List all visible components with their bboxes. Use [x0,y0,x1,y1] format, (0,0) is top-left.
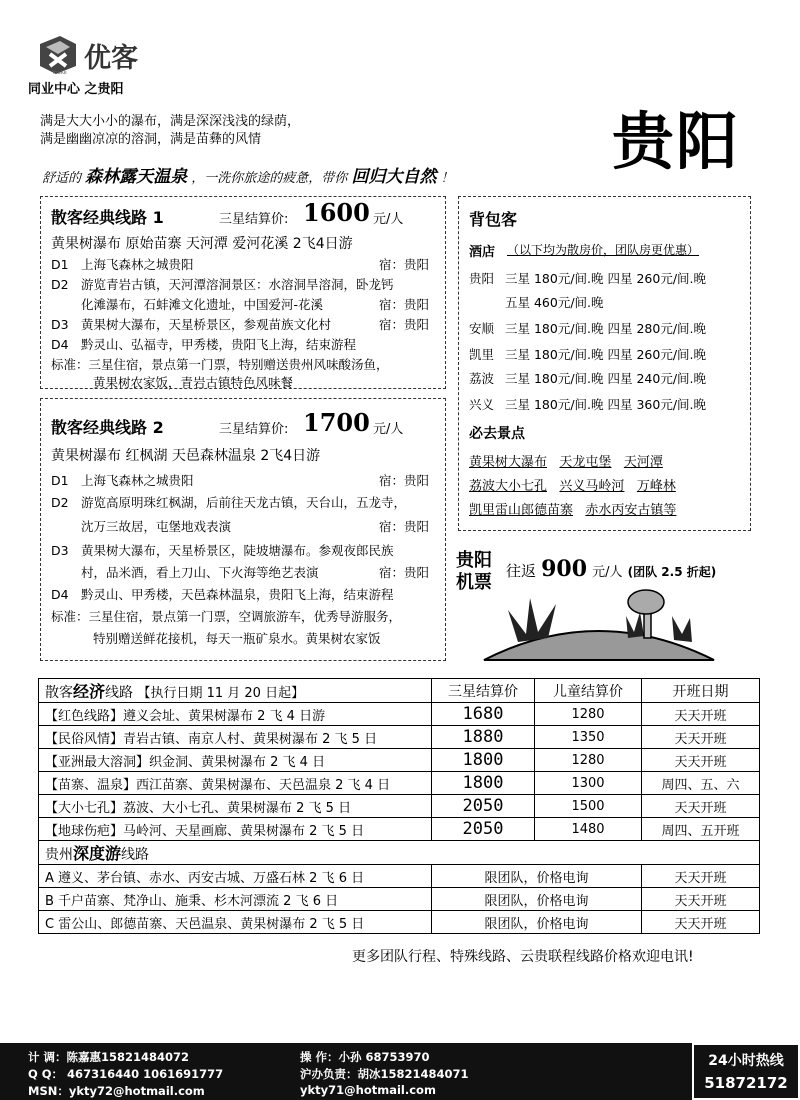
intro-line-1: 满是大大小小的瀑布，满是深深浅浅的绿荫， [40,114,301,129]
run-dates: 天天开班 [642,703,760,726]
sights-row [469,499,676,518]
route-name: 【大小七孔】荔波、大小七孔、黄果树瀑布 2 飞 5 日 [39,795,432,818]
day-label: D3 [51,543,69,558]
hotline-number: 51872172 [704,1074,788,1092]
route-name: 【红色线路】遵义会址、黄果树瀑布 2 飞 4 日游 [39,703,432,726]
col-dates-header: 开班日期 [642,679,760,703]
route2-title: 散客经典线路 2 [51,418,164,437]
airfare-price-line [506,556,716,582]
day-label: D2 [51,495,69,510]
run-dates: 天天开班 [642,795,760,818]
hotline-label: 24小时热线 [708,1053,784,1069]
hotel-prices: 三星 180元/间.晚 四星 240元/间.晚 [505,371,707,386]
run-dates: 天天开班 [642,726,760,749]
route2-standard-2: 特别赠送鲜花接机，每天一瓶矿泉水。黄果树农家饭 [93,631,381,646]
airfare-unit: 元/人 [592,565,623,580]
child-price: 1350 [535,726,642,749]
sight-item: 黄果树大瀑布 [469,455,548,470]
hotel-note: （以下均为散房价，团队房更优惠） [507,243,700,257]
adult-price: 1680 [432,703,535,726]
intro-line-2: 满是幽幽凉凉的溶洞，满是苗彝的风情 [40,132,262,147]
route1-day [51,255,437,273]
footer-msn: MSN：ykty72@hotmail.com [28,1084,205,1098]
adult-price: 1800 [432,749,535,772]
logo-text: 优客 [84,43,138,74]
backpacker-box [458,196,751,531]
route2-day [51,493,437,511]
route-name: B 千户苗寨、梵净山、施秉、杉木河漂流 2 飞 6 日 [39,888,432,911]
route2-day [51,541,437,559]
day-label: D2 [51,277,69,292]
adult-price: 1800 [432,772,535,795]
slogan-part-3: ，一洗你旅途的疲惫，带你 [191,171,348,186]
table-row [39,726,760,749]
slogan-highlight-2: 回归大自然 [351,167,437,187]
footer-msn-2: ykty71@hotmail.com [300,1083,436,1097]
day-text: 黄果树大瀑布，天星桥景区，陡坡塘瀑布。参观夜郎民族 [81,543,394,558]
run-dates: 天天开班 [642,865,760,888]
deep-title-a: 贵州 [45,847,73,863]
route1-box [40,196,446,389]
sight-item: 天龙屯堡 [559,455,612,470]
table-row [39,795,760,818]
footer-qq: Q Q： 467316440 1061691777 [28,1067,224,1081]
day-label: D4 [51,587,69,602]
sights-row [469,475,676,494]
route1-headline: 黄果树瀑布 原始苗寨 天河潭 爱河花溪 2飞4日游 [51,236,353,252]
adult-price: 2050 [432,795,535,818]
route1-title: 散客经典线路 1 [51,208,164,227]
route2-day [51,563,437,581]
day-text: 上海飞森林之城贵阳 [81,473,194,488]
col-child-header: 儿童结算价 [535,679,642,703]
deep-title-c: 线路 [121,847,150,863]
route-name: C 雷公山、郎德苗寨、天邑温泉、黄果树瀑布 2 飞 5 日 [39,911,432,934]
child-price: 1500 [535,795,642,818]
child-price: 1280 [535,703,642,726]
day-stay: 宿：贵阳 [378,257,429,272]
sights-row [469,451,663,470]
route-name: 【亚洲最大溶洞】织金洞、黄果树瀑布 2 飞 4 日 [39,749,432,772]
hotel-city: 兴义 [469,397,495,412]
day-text: 沈万三故居，屯堡地戏表演 [81,519,232,534]
deep-title-cell [39,841,760,865]
hotel-label: 酒店 [469,245,496,260]
table-row [39,818,760,841]
hotel-row [469,319,706,337]
airfare-label-1: 贵阳 [456,550,492,571]
footer [0,1043,800,1100]
day-label: D3 [51,317,69,332]
hotel-city: 贵阳 [469,271,495,286]
table-row [39,911,760,934]
page-title: 贵阳 [612,105,741,178]
logo-sub: YouKe [52,70,67,76]
run-dates: 天天开班 [642,911,760,934]
day-text: 黔灵山、甲秀楼，天邑森林温泉，贵阳飞上海，结束游程 [81,587,394,602]
standard-label: 标准： [51,609,89,624]
route2-box [40,398,446,661]
run-dates: 天天开班 [642,888,760,911]
route2-headline: 黄果树瀑布 红枫湖 天邑森林温泉 2飞4日游 [51,448,321,464]
footer-planner: 计 调：陈嘉惠15821484072 [28,1050,190,1064]
route2-price-label: 三星结算价: [219,422,289,437]
route1-price: 1600 [303,198,370,227]
footer-operator: 操 作：小孙 68753970 [300,1050,430,1064]
airfare-price: 900 [541,556,588,582]
hotel-row [469,395,706,413]
hotel-city: 荔波 [469,371,495,386]
adult-price: 1880 [432,726,535,749]
price-note: 限团队，价格电询 [432,888,642,911]
economy-title-cell [39,679,432,703]
table-row [39,888,760,911]
slogan-highlight-1: 森林露天温泉 [85,167,188,187]
day-text: 上海飞森林之城贵阳 [81,257,194,272]
hotel-city: 凯里 [469,347,495,362]
economy-table [38,678,760,934]
hotel-prices: 三星 180元/间.晚 四星 260元/间.晚 [505,271,707,286]
deep-title-b: 深度游 [73,844,122,863]
col-adult-header: 三星结算价 [432,679,535,703]
child-price: 1280 [535,749,642,772]
standard-line-1: 三星住宿，景点第一门票，空调旅游车，优秀导游服务， [88,609,402,624]
hotel-city: 安顺 [469,321,495,336]
hotel-row [469,293,604,311]
airfare-note: (团队 2.5 折起) [627,565,717,579]
table-row [39,749,760,772]
route2-day [51,517,437,535]
footer-lead: 沪办负责：胡冰15821484071 [300,1067,469,1081]
table-row [39,703,760,726]
sights-label: 必去景点 [469,426,525,442]
hotel-prices: 三星 180元/间.晚 四星 280元/间.晚 [505,321,707,336]
day-stay: 宿：贵阳 [378,565,429,580]
hotel-prices: 三星 180元/间.晚 四星 360元/间.晚 [505,397,707,412]
run-dates: 天天开班 [642,749,760,772]
day-text: 黄果树大瀑布，天星桥景区，参观苗族文化村 [81,317,332,332]
route1-standard [51,355,389,373]
sight-item: 荔波大小七孔 [469,479,548,494]
day-stay: 宿：贵阳 [378,519,429,534]
route1-day [51,295,437,313]
sight-item: 凯里雷山郎德苗寨 [469,503,574,518]
route-name: 【民俗风情】青岩古镇、南京人村、黄果树瀑布 2 飞 5 日 [39,726,432,749]
day-text: 黔灵山、弘福寺，甲秀楼，贵阳飞上海，结束游程 [81,337,357,352]
airfare-prefix: 往返 [506,562,537,580]
route-name: A 遵义、茅台镇、赤水、丙安古城、万盛石林 2 飞 6 日 [39,865,432,888]
route2-day [51,585,437,603]
route2-price: 1700 [303,408,370,437]
day-stay: 宿：贵阳 [378,473,429,488]
airfare-label-2: 机票 [456,572,492,593]
slogan [42,162,454,187]
adult-price: 2050 [432,818,535,841]
more-note: 更多团队行程、特殊线路、云贵联程线路价格欢迎电讯! [352,949,694,965]
table-header-row [39,679,760,703]
run-dates: 周四、五开班 [642,818,760,841]
logo [36,32,156,76]
economy-title-c: 线路 [105,685,134,701]
price-note: 限团队，价格电询 [432,865,642,888]
standard-label: 标准： [51,357,89,372]
sight-item: 赤水丙安古镇等 [585,503,677,518]
route2-standard [51,607,401,625]
hotel-prices: 三星 180元/间.晚 四星 260元/间.晚 [505,347,707,362]
hotel-prices: 五星 460元/间.晚 [505,295,604,310]
day-text: 村，品米酒，看上刀山、下火海等绝艺表演 [81,565,319,580]
landscape-illustration [478,582,718,662]
slogan-part-1: 舒适的 [42,171,82,186]
day-text: 游览高原明珠红枫湖，后前往天龙古镇，天台山，五龙寺， [81,495,407,510]
route2-unit: 元/人 [373,422,404,437]
economy-date-note: 【执行日期 11 月 20 日起】 [137,686,305,701]
hotel-row [469,369,706,387]
sight-item: 兴义马岭河 [559,479,625,494]
route1-day [51,335,437,353]
sight-item: 天河潭 [623,455,663,470]
child-price: 1300 [535,772,642,795]
route-name: 【地球伤疤】马岭河、天星画廊、黄果树瀑布 2 飞 5 日 [39,818,432,841]
economy-title-a: 散客 [45,685,73,701]
route1-price-label: 三星结算价: [219,212,289,227]
day-stay: 宿：贵阳 [378,297,429,312]
sight-item: 万峰林 [636,479,676,494]
day-text: 游览青岩古镇，天河潭溶洞景区：水溶洞旱溶洞，卧龙钙 [81,277,394,292]
table-row [39,865,760,888]
table-row [39,772,760,795]
route1-unit: 元/人 [373,212,404,227]
slogan-part-5: ！ [440,171,454,186]
backpacker-title: 背包客 [469,210,518,229]
day-label: D1 [51,473,69,488]
run-dates: 周四、五、六 [642,772,760,795]
day-label: D1 [51,257,69,272]
route-name: 【苗寨、温泉】西江苗寨、黄果树瀑布、天邑温泉 2 飞 4 日 [39,772,432,795]
child-price: 1480 [535,818,642,841]
route1-standard-2: 黄果树农家饭，青岩古镇特色风味餐 [93,375,294,390]
hotline-box [692,1043,800,1100]
price-note: 限团队，价格电询 [432,911,642,934]
route2-day [51,471,437,489]
day-stay: 宿：贵阳 [378,317,429,332]
day-label: D4 [51,337,69,352]
economy-title-b: 经济 [73,682,106,701]
route1-day [51,315,437,333]
deep-section-header [39,841,760,865]
hotel-row [469,269,706,287]
day-text: 化滩瀑布，石蚌滩文化遗址，中国爱河-花溪 [81,297,324,312]
brand-subtitle: 同业中心 之贵阳 [28,82,124,97]
hotel-row [469,345,706,363]
standard-line-1: 三星住宿，景点第一门票，特别赠送贵州风味酸汤鱼， [88,357,389,372]
route1-day [51,275,437,293]
